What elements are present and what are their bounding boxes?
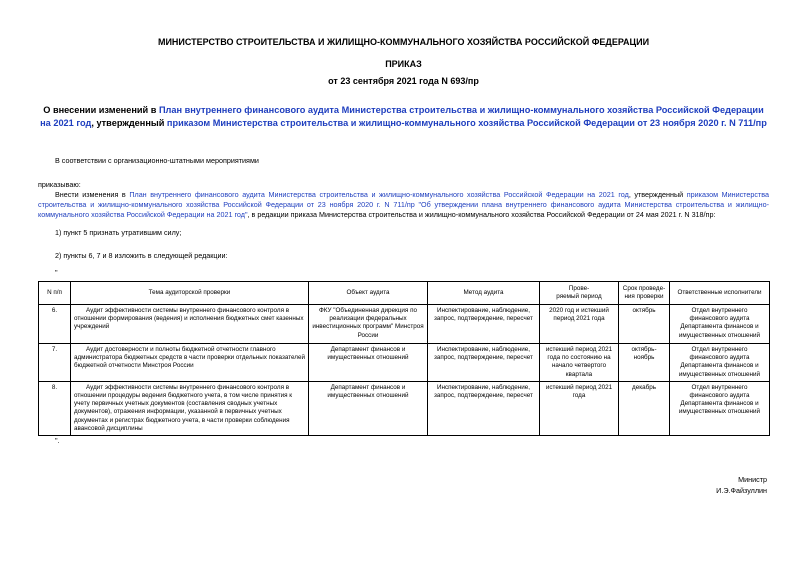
cell-topic: Аудит эффективности системы внутреннего финансового контроля в отношении процедуры ведения бюджетного учета, в том числе принятия к учету первичных учетных документов (составления сводных учетных документов), отражения информации, указанной в первичных учетных документах и регистрах бюджетного учета, в части проверки соблюдения авансовой дисциплины	[71, 381, 309, 435]
title-order-link[interactable]: приказом Министерства строительства и жилищно-коммунального хозяйства Российской Федерации от 23 ноября 2020 г. N 711/пр	[166, 118, 767, 128]
col-topic-header: Тема аудиторской проверки	[71, 282, 309, 305]
amend-prefix: Внести изменения в	[55, 190, 130, 199]
amend-mid: , утвержденный	[628, 190, 687, 199]
cell-method: Инспектирование, наблюдение, запрос, подтверждение, пересчет	[428, 381, 540, 435]
amendment-paragraph	[38, 190, 769, 220]
amend-suffix: , в редакции приказа Министерства строительства и жилищно-коммунального хозяйства Российской Федерации от 24 мая 2021 г. N 318/пр:	[247, 210, 716, 219]
document-type: ПРИКАЗ	[385, 59, 422, 69]
cell-executors: Отдел внутреннего финансового аудита Департамента финансов и имущественных отношений	[670, 381, 770, 435]
cell-period: 2020 год и истекший период 2021 года	[540, 305, 619, 344]
term-header-line-1: Срок проведе-	[622, 284, 666, 292]
cell-method: Инспектирование, наблюдение, запрос, подтверждение, пересчет	[428, 344, 540, 382]
col-method-header: Метод аудита	[428, 282, 540, 305]
cell-period: истекший период 2021 года	[540, 381, 619, 435]
signature-position: Министр	[738, 475, 767, 484]
cell-number: 6.	[39, 305, 71, 344]
cell-topic: Аудит эффективности системы внутреннего финансового контроля в отношении формирования (ведения) и исполнения бюджетных смет казенных учреждений	[71, 305, 309, 344]
quote-open: "	[55, 268, 58, 277]
table-row	[39, 305, 770, 344]
signature-name: И.Э.Файзуллин	[716, 486, 767, 495]
table-header-row	[39, 282, 770, 305]
table-row	[39, 381, 770, 435]
table-row	[39, 344, 770, 382]
cell-number: 7.	[39, 344, 71, 382]
col-executors-header: Ответственные исполнители	[670, 282, 770, 305]
quote-close: ".	[55, 436, 60, 445]
basis-paragraph: В соответствии с организационно-штатными мероприятиями	[55, 156, 259, 165]
document-date-number: от 23 сентября 2021 года N 693/пр	[328, 76, 479, 86]
period-header-line-1: Прове-	[568, 284, 590, 292]
col-period-header	[540, 282, 619, 305]
cell-object: Департамент финансов и имущественных отношений	[309, 381, 428, 435]
cell-object: ФКУ "Объединенная дирекция по реализации федеральных инвестиционных программ" Минстроя России	[309, 305, 428, 344]
amend-plan-link[interactable]: План внутреннего финансового аудита Министерства строительства и жилищно-коммунального хозяйства Российской Федерации на 2021 год	[129, 190, 629, 199]
cell-term: октябрь	[619, 305, 670, 344]
title-prefix: О внесении изменений в	[43, 105, 159, 115]
document-title	[40, 104, 767, 130]
cell-executors: Отдел внутреннего финансового аудита Департамента финансов и имущественных отношений	[670, 305, 770, 344]
cell-term: декабрь	[619, 381, 670, 435]
ministry-heading: МИНИСТЕРСТВО СТРОИТЕЛЬСТВА И ЖИЛИЩНО-КОММУНАЛЬНОГО ХОЗЯЙСТВА РОССИЙСКОЙ ФЕДЕРАЦИИ	[157, 37, 650, 47]
audit-plan-table	[38, 281, 770, 436]
cell-object: Департамент финансов и имущественных отношений	[309, 344, 428, 382]
amend-order-link[interactable]: приказом Министерства строительства и жилищно-коммунального хозяйства Российской Федерации от 23 ноября 2020 г. N 711/пр "Об утверждении плана внутреннего финансового аудита Министерства строительства и жилищно-коммунального хозяйства Российской Федерации на 2021 год"	[38, 190, 769, 219]
item-1: 1) пункт 5 признать утратившим силу;	[55, 228, 182, 237]
period-header-line-2: ряемый период	[556, 293, 602, 300]
cell-executors: Отдел внутреннего финансового аудита Департамента финансов и имущественных отношений	[670, 344, 770, 382]
order-word: приказываю:	[38, 180, 81, 189]
term-header-line-2: ния проверки	[624, 293, 664, 300]
col-object-header: Объект аудита	[309, 282, 428, 305]
col-term-header	[619, 282, 670, 305]
item-2: 2) пункты 6, 7 и 8 изложить в следующей редакции:	[55, 251, 228, 260]
title-plan-link[interactable]: План внутреннего финансового аудита Министерства строительства и жилищно-коммунального хозяйства Российской Федерации на 2021 год	[40, 105, 764, 128]
col-number-header: N п/п	[39, 282, 71, 305]
cell-method: Инспектирование, наблюдение, запрос, подтверждение, пересчет	[428, 305, 540, 344]
cell-term: октябрь-ноябрь	[619, 344, 670, 382]
cell-period: истекший период 2021 года по состоянию на начало четвертого квартала	[540, 344, 619, 382]
title-middle: , утвержденный	[91, 118, 167, 128]
cell-topic: Аудит достоверности и полноты бюджетной отчетности главного администратора бюджетных средств в части проверки отдельных показателей бюджетной отчетности Минстроя России	[71, 344, 309, 382]
cell-number: 8.	[39, 381, 71, 435]
